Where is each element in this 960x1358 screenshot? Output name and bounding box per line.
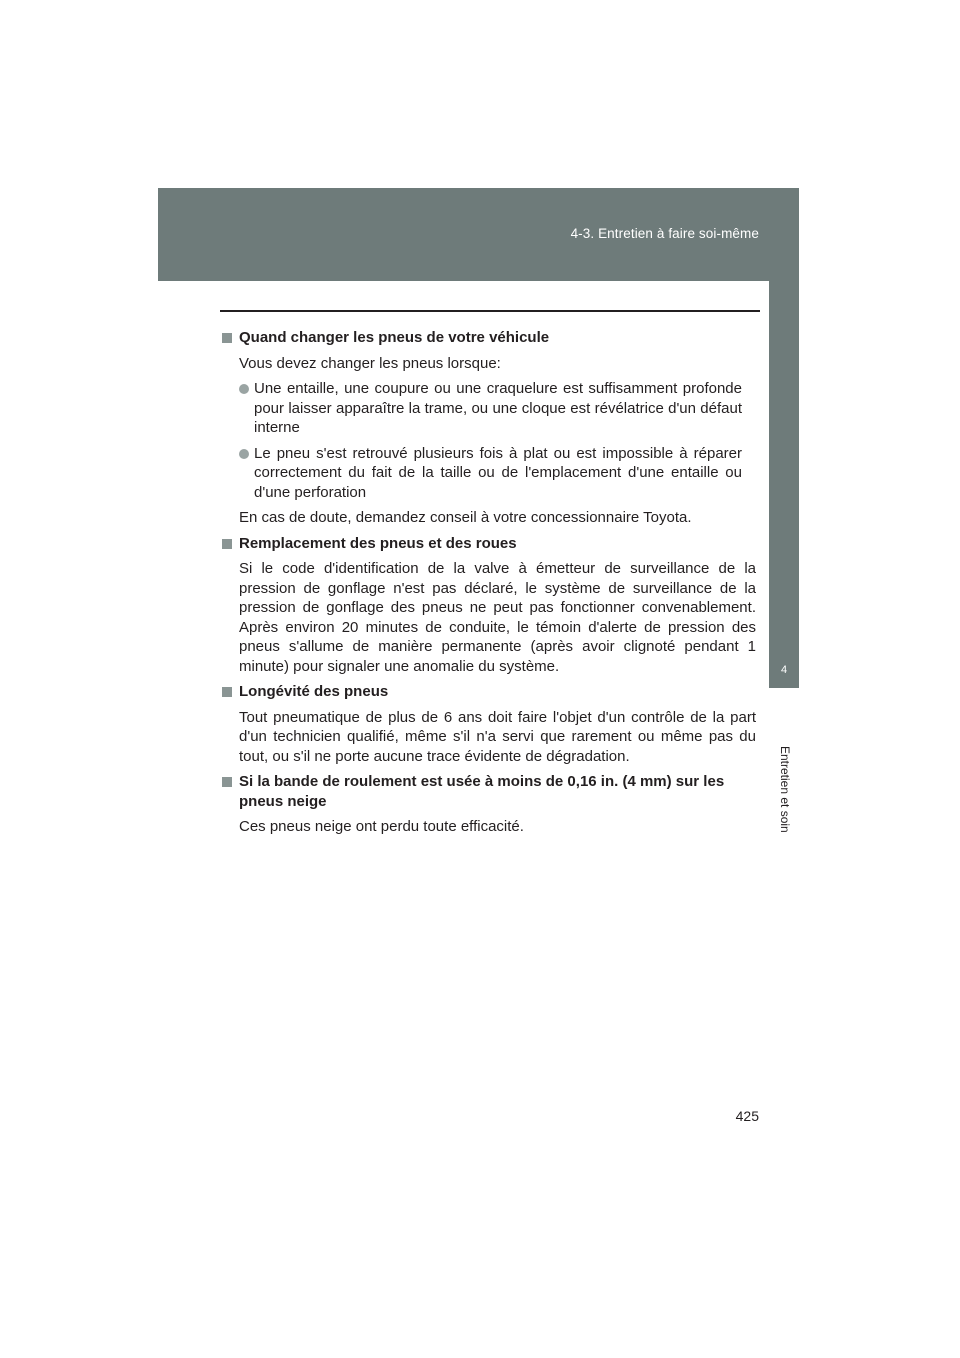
top-rule: [220, 310, 760, 312]
square-bullet-icon: [222, 539, 232, 549]
paragraph: Tout pneumatique de plus de 6 ans doit faire l'objet d'un contrôle de la part d'un technicien qualifié, même s'il n'a servi que rarement ou même pas du tout, ou s'il ne porte aucune trace évidente de dégradation.: [239, 708, 756, 765]
chapter-number: 4: [780, 664, 788, 676]
paragraph: En cas de doute, demandez conseil à votre concessionnaire Toyota.: [239, 509, 692, 526]
section-heading: Remplacement des pneus et des roues: [222, 534, 756, 554]
paragraph: Ces pneus neige ont perdu toute efficacité.: [239, 818, 524, 835]
paragraph: Si le code d'identification de la valve à émetteur de surveillance de la pression de gonflage n'est pas déclaré, le système de surveillance de la pression de gonflage des pneus ne peut pas fonctionner convenablement. Après environ 20 minutes de conduite, le témoin d'alerte de pression des pneus s'allume de manière permanente (après avoir clignoté pendant 1 minute) pour signaler une anomalie du système.: [239, 560, 756, 675]
header-band: [158, 188, 799, 281]
square-bullet-icon: [222, 333, 232, 343]
section-heading: Quand changer les pneus de votre véhicule: [222, 328, 756, 348]
chapter-label: Entretien et soin: [778, 746, 792, 833]
paragraph: Vous devez changer les pneus lorsque:: [239, 354, 501, 372]
square-bullet-icon: [222, 777, 232, 787]
page-number: 425: [735, 1108, 759, 1124]
round-bullet-icon: [239, 384, 249, 394]
round-bullet-icon: [239, 449, 249, 459]
section-heading: Longévité des pneus: [222, 682, 756, 702]
list-item: Le pneu s'est retrouvé plusieurs fois à plat ou est impossible à réparer correctement du fait de la taille ou de l'emplacement d'une entaille ou d'une perforation: [222, 444, 756, 503]
section-snow-tire-tread: [222, 772, 756, 837]
section-heading: Si la bande de roulement est usée à moins de 0,16 in. (4 mm) sur les pneus neige: [222, 772, 756, 811]
page-content: [222, 328, 756, 843]
section-tire-wheel-replacement: [222, 534, 756, 677]
section-tire-longevity: [222, 682, 756, 766]
section-when-to-replace: [222, 328, 756, 528]
square-bullet-icon: [222, 687, 232, 697]
section-title: 4-3. Entretien à faire soi-même: [570, 226, 759, 241]
list-item: Une entaille, une coupure ou une craquelure est suffisamment profonde pour laisser apparaître la trame, ou une cloque est révélatrice d'un défaut interne: [222, 379, 756, 438]
